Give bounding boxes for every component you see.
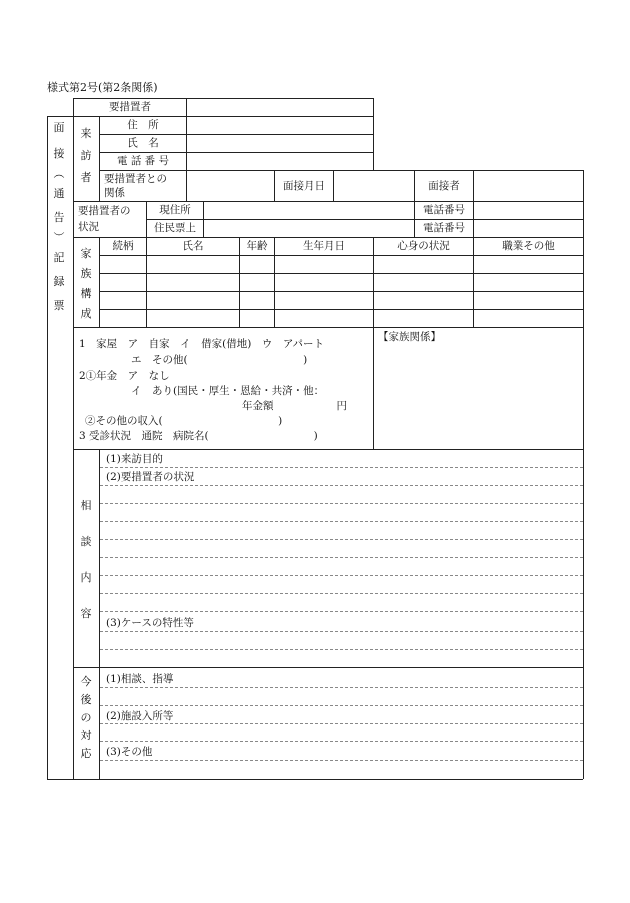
family-label: 家 族 構 成 <box>80 247 92 320</box>
interviewer-label: 面接者 <box>428 180 460 192</box>
advice-label: (1)相談、指導 <box>106 673 174 685</box>
family-header-birthdate: 生年月日 <box>303 240 345 252</box>
pension-amount-line: 年金額 円 <box>242 400 347 412</box>
address-label: 住 所 <box>127 119 159 131</box>
relation-label-line2: 関係 <box>104 187 125 199</box>
pension-none-line: 2①年金 ア なし <box>79 370 170 382</box>
current-address-label: 現住所 <box>159 204 191 216</box>
consultation-label: 相 談 内 容 <box>80 499 92 620</box>
form-title: 様式第2号(第2条関係) <box>47 81 158 94</box>
phone1-label: 電話番号 <box>423 204 465 216</box>
status-label-line2: 状況 <box>78 221 99 233</box>
facility-label: (2)施設入所等 <box>106 710 174 722</box>
visitor-label: 来 訪 者 <box>80 127 92 184</box>
visit-purpose-label: (1)来訪目的 <box>106 453 163 465</box>
future-response-label: 今 後 の 対 応 <box>80 675 92 760</box>
family-header-occupation: 職業その他 <box>502 240 555 252</box>
housing-line: 1 家屋 ア 自家 イ 借家(借地) ウ アパート <box>79 338 325 350</box>
left-vertical-title: 面 接 ︵ 通 告 ︶ 記 録 票 <box>53 121 65 312</box>
pension-yes-line: イ あり(国民・厚生・恩給・共済・他： <box>131 385 325 397</box>
subject-status-label: (2)要措置者の状況 <box>106 471 195 483</box>
family-header-age: 年齢 <box>246 240 268 252</box>
housing-other-line: エ その他( ) <box>131 354 308 366</box>
interview-date-label: 面接月日 <box>283 180 325 192</box>
phone-label: 電 話 番 号 <box>116 155 169 167</box>
other-income-line: ②その他の収入( ) <box>85 415 283 427</box>
status-label-line1: 要措置者の <box>78 205 131 217</box>
medical-status-line: 3 受診状況 通院 病院名( ) <box>79 430 318 442</box>
registered-address-label: 住民票上 <box>154 222 196 234</box>
phone2-label: 電話番号 <box>423 222 465 234</box>
name-label: 氏 名 <box>127 137 159 149</box>
family-relations-label: 【家族関係】 <box>378 331 441 343</box>
relation-label-line1: 要措置者との <box>104 173 167 185</box>
family-header-name: 氏名 <box>182 240 204 252</box>
other-label: (3)その他 <box>106 746 153 758</box>
family-header-health: 心身の状況 <box>397 240 450 252</box>
case-traits-label: (3)ケースの特性等 <box>106 617 194 629</box>
subject-label: 要措置者 <box>109 101 151 113</box>
family-header-relationship: 続柄 <box>112 240 134 252</box>
